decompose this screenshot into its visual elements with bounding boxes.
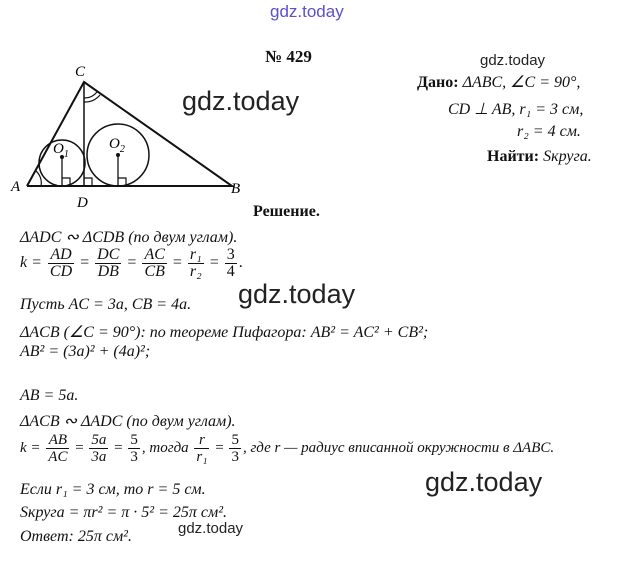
angle-a-arc (36, 171, 41, 186)
solution-line-6 (20, 387, 78, 405)
solution-line-8: k = $\frac{AB}{AC}$ = $\frac{5a}{3a}$ = $\frac{5}{3}$ , тогда $\frac{r}{\text{r₁}}$ = $\frac{5}{3}$ , где r — радиус вписанной окружности в ΔABC. (20, 432, 555, 465)
answer-label: Ответ (20, 528, 69, 545)
text-ab-value: AB = 5a. (20, 387, 79, 404)
triangle-figure (5, 60, 255, 211)
find-label: Найти: (487, 148, 540, 165)
fraction-ad-cd: $\frac{AD}{CD}$ (49, 246, 73, 280)
label-c: C (75, 64, 86, 80)
fraction-dc-db: $\frac{DC}{DB}$ (97, 246, 120, 280)
problem-number: № 429 (265, 47, 312, 66)
text-area: Sкруга = πr² = π · 5² = 25π см². (20, 504, 227, 521)
angle-c-arc-1 (84, 92, 97, 98)
watermark-small-right: gdz.today (480, 52, 546, 69)
solution-line-3 (20, 296, 191, 314)
find-value: Sкруга. (543, 148, 592, 165)
solution-line-2: k = $\frac{AD}{CD}$ = $\frac{DC}{DB}$ = $\frac{AC}{CB}$ = $\frac{\text{r₁}}{\text{r₂}}$ = $\frac{3}{4}$ . (20, 246, 243, 280)
label-b: B (231, 181, 241, 197)
given-text-1: ΔABC, ∠C = 90°, (462, 74, 581, 91)
fraction-ab-ac: $\frac{AB}{AC}$ (48, 432, 68, 465)
given-line-2 (448, 99, 583, 119)
text-if-r1: Если r₁ = 3 см, то r = 5 см. (20, 481, 206, 498)
watermark-small-bottom: gdz.today (178, 520, 244, 537)
fraction-5-3-b: $\frac{5}{3}$ (231, 432, 239, 465)
watermark-big-1: gdz.today (182, 86, 300, 116)
text-where-r: , где r — радиус вписанной окружности в ΔABC. (242, 439, 555, 456)
label-o1: $O_1$ (53, 141, 69, 160)
label-o2: $O_2$ (109, 136, 125, 155)
solution-line-5 (20, 343, 150, 361)
text-let: Пусть AC = 3a, CB = 4a. (20, 296, 192, 313)
solution-line-10 (20, 504, 227, 522)
solution-line-1 (20, 227, 237, 247)
right-angle-mark-2 (84, 178, 92, 186)
label-d: D (77, 195, 88, 211)
watermark-top: gdz.today (270, 2, 344, 21)
given-text-2: CD ⊥ AB, r₁ = 3 см, (448, 101, 584, 118)
triangle-abc (27, 82, 232, 186)
fraction-r-r1: $\frac{r}{\text{r₁}}$ (196, 432, 208, 465)
text-similarity-1: ΔADC ∾ ΔCDB (по двум углам). (20, 229, 238, 246)
solution-line-4 (20, 322, 428, 342)
given-line-1 (417, 72, 580, 92)
text-k: k = (20, 254, 42, 272)
solution-line-7 (20, 411, 236, 431)
text-ab-squared: AB² = (3a)² + (4a)²; (20, 343, 151, 360)
text-pythagoras: ΔACB (∠C = 90°): по теореме Пифагора: AB² = AC² + CB²; (20, 324, 429, 341)
fraction-5a-3a: $\frac{5a}{3a}$ (91, 432, 107, 465)
solution-line-9 (20, 481, 206, 499)
text-then: , тогда (141, 439, 189, 456)
find-line (487, 148, 592, 166)
fraction-ac-cb: $\frac{AC}{CB}$ (144, 246, 165, 280)
fraction-r1-r2: $\frac{\text{r₁}}{\text{r₂}}$ (189, 246, 202, 280)
solution-title: Решение. (253, 203, 320, 220)
answer-value: : 25π см². (68, 528, 132, 545)
label-a: A (11, 179, 21, 195)
watermark-big-2: gdz.today (238, 279, 356, 309)
fraction-3-4: $\frac{3}{4}$ (226, 246, 235, 280)
text-k-2: k = (20, 439, 41, 456)
watermark-big-3: gdz.today (425, 467, 543, 497)
answer-line (20, 528, 132, 546)
given-line-3 (517, 123, 581, 141)
text-similarity-2: ΔACB ∾ ΔADC (по двум углам). (20, 413, 236, 430)
fraction-5-3: $\frac{5}{3}$ (130, 432, 138, 465)
given-text-3: r₂ = 4 см. (517, 123, 581, 140)
given-label: Дано: (417, 74, 459, 91)
